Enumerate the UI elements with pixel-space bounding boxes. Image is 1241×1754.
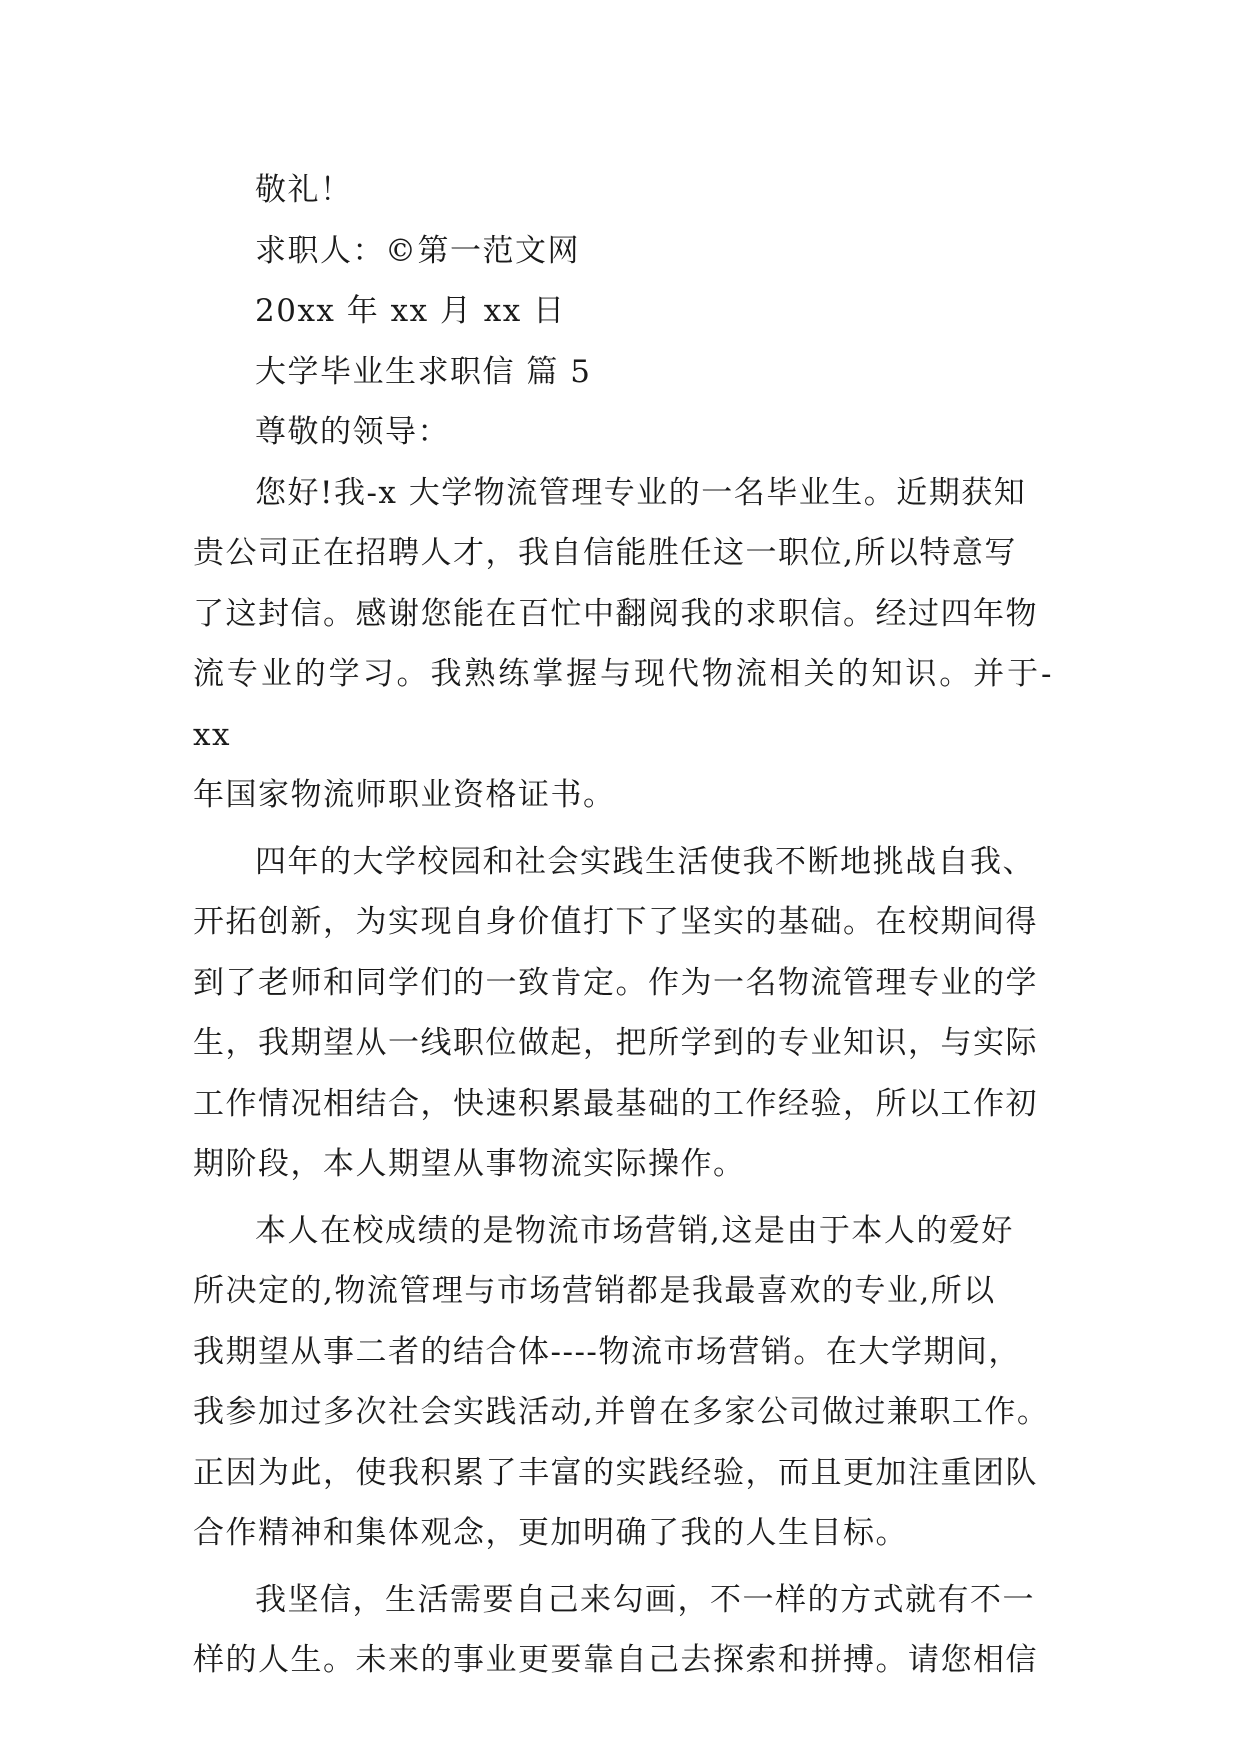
greeting: 尊敬的领导： — [255, 414, 450, 450]
paragraph-line: 四年的大学校园和社会实践生活使我不断地挑战自我、 — [255, 843, 1035, 880]
paragraph-2 — [193, 832, 1053, 1195]
paragraph-line: 了这封信。感谢您能在百忙中翻阅我的求职信。经过四年物 — [193, 595, 1038, 632]
letter-body — [193, 160, 1053, 1691]
paragraph-line: 开拓创新，为实现自身价值打下了坚实的基础。在校期间得 — [193, 904, 1038, 940]
paragraph-1 — [193, 463, 1053, 826]
paragraph-3 — [193, 1201, 1053, 1564]
paragraph-line: 工作情况相结合，快速积累最基础的工作经验，所以工作初 — [193, 1085, 1038, 1122]
section-title: 大学毕业生求职信 篇 5 — [255, 353, 592, 390]
paragraph-line: 所决定的,物流管理与市场营销都是我最喜欢的专业,所以 — [193, 1273, 996, 1309]
paragraph-line: 年国家物流师职业资格证书。 — [193, 777, 616, 813]
paragraph-line: 您好!我-x 大学物流管理专业的一名毕业生。近期获知 — [255, 474, 1027, 511]
paragraph-line: 贵公司正在招聘人才，我自信能胜任这一职位,所以特意写 — [193, 535, 1017, 571]
closing-signature: 求职人：©第一范文网 — [255, 232, 580, 269]
paragraph-line: 到了老师和同学们的一致肯定。作为一名物流管理专业的学 — [193, 964, 1038, 1001]
paragraph-line: 期阶段，本人期望从事物流实际操作。 — [193, 1146, 746, 1182]
closing-date: 20xx 年 xx 月 xx 日 — [255, 293, 566, 329]
paragraph-line: 我坚信，生活需要自己来勾画，不一样的方式就有不一 — [255, 1581, 1035, 1618]
paragraph-line: 我期望从事二者的结合体----物流市场营销。在大学期间， — [193, 1333, 1021, 1370]
closing-salute: 敬礼！ — [255, 172, 353, 208]
paragraph-line: 正因为此，使我积累了丰富的实践经验，而且更加注重团队 — [193, 1454, 1038, 1491]
paragraph-line: 生，我期望从一线职位做起，把所学到的专业知识，与实际 — [193, 1025, 1038, 1061]
paragraph-4 — [193, 1570, 1053, 1691]
paragraph-line: 本人在校成绩的是物流市场营销,这是由于本人的爱好 — [255, 1212, 1014, 1249]
paragraph-line: 流专业的学习。我熟练掌握与现代物流相关的知识。并于-xx — [193, 656, 1053, 753]
paragraph-line: 样的人生。未来的事业更要靠自己去探索和拼搏。请您相信 — [193, 1642, 1038, 1678]
paragraph-line: 我参加过多次社会实践活动,并曾在多家公司做过兼职工作。 — [193, 1394, 1050, 1430]
paragraph-line: 合作精神和集体观念，更加明确了我的人生目标。 — [193, 1515, 908, 1551]
